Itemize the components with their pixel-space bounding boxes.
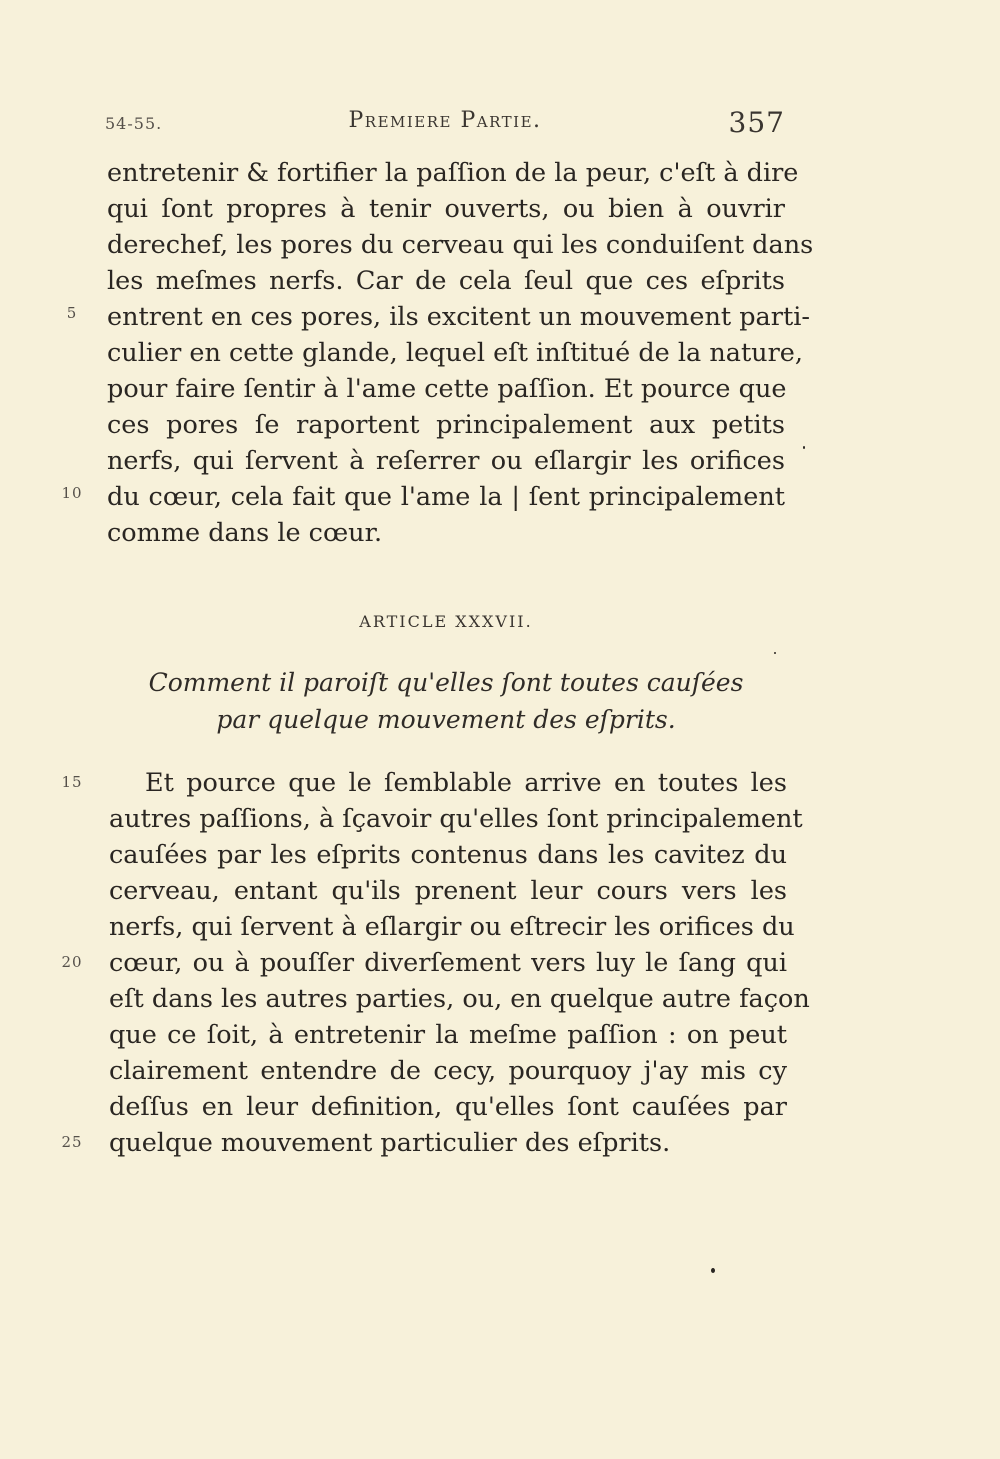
text-line: eſt dans les autres parties, ou, en quelque autre façon [109, 984, 810, 1014]
paragraph-2 [109, 765, 810, 1161]
line-number: 20 [61, 953, 83, 971]
text-line: pour faire ſentir à l'ame cette paſſion. Et pource que [107, 374, 787, 404]
text-line: qui ſont propres à tenir ouverts, ou bien à ouvrir [107, 194, 785, 224]
text-line: cerveau, entant qu'ils prenent leur cours vers les [109, 876, 787, 906]
ink-speck [803, 446, 805, 449]
text-line: derechef, les pores du cerveau qui les conduiſent dans [107, 230, 814, 260]
article-subtitle-line-1: Comment il paroiſt qu'elles ſont toutes cauſées [148, 668, 744, 697]
text-line: entrent en ces pores, ils excitent un mouvement parti- [107, 302, 810, 332]
text-line: nerfs, qui ſervent à reſerrer ou eſlargir les orifices [107, 446, 785, 476]
text-line: quelque mouvement particulier des eſprits. [109, 1128, 671, 1158]
header-title: Premiere Partie. [348, 108, 542, 133]
text-line: comme dans le cœur. [107, 518, 383, 548]
text-line: ces pores ſe raportent principalement aux petits [107, 410, 785, 440]
text-line: que ce ſoit, à entretenir la meſme paſſion : on peut [109, 1020, 787, 1050]
line-number: 10 [61, 484, 83, 502]
text-line: nerfs, qui ſervent à eſlargir ou eſtrecir les orifices du [109, 912, 795, 942]
article-subtitle-line-2: par quelque mouvement des eſprits. [216, 705, 676, 734]
text-line: entretenir & fortifier la paſſion de la peur, c'eſt à dire [107, 158, 799, 188]
text-line: cauſées par les eſprits contenus dans les cavitez du [109, 840, 787, 870]
article-heading: ARTICLE XXXVII. [359, 612, 533, 631]
text-line: clairement entendre de cecy, pourquoy j'ay mis cy [109, 1056, 787, 1086]
paragraph-1 [107, 155, 814, 551]
text-line: autres paſſions, à ſçavoir qu'elles ſont principalement [109, 804, 803, 834]
ink-speck [774, 652, 776, 654]
text-line: deſſus en leur definition, qu'elles ſont cauſées par [109, 1092, 787, 1122]
running-header [105, 108, 785, 142]
line-number: 15 [61, 773, 83, 791]
text-line: du cœur, cela fait que l'ame la | ſent principalement [107, 482, 785, 512]
text-line: les meſmes nerfs. Car de cela ſeul que ces eſprits [107, 266, 785, 296]
line-number: 25 [61, 1133, 83, 1151]
ink-speck [711, 1268, 715, 1273]
line-number: 5 [66, 304, 78, 322]
text-line: Et pource que le ſemblable arrive en toutes les [145, 768, 787, 798]
text-line: culier en cette glande, lequel eſt inſtitué de la nature, [107, 338, 803, 368]
header-reference: 54-55. [105, 114, 163, 133]
text-line: cœur, ou à pouſſer diverſement vers luy le ſang qui [109, 948, 787, 978]
page-number: 357 [728, 106, 785, 139]
